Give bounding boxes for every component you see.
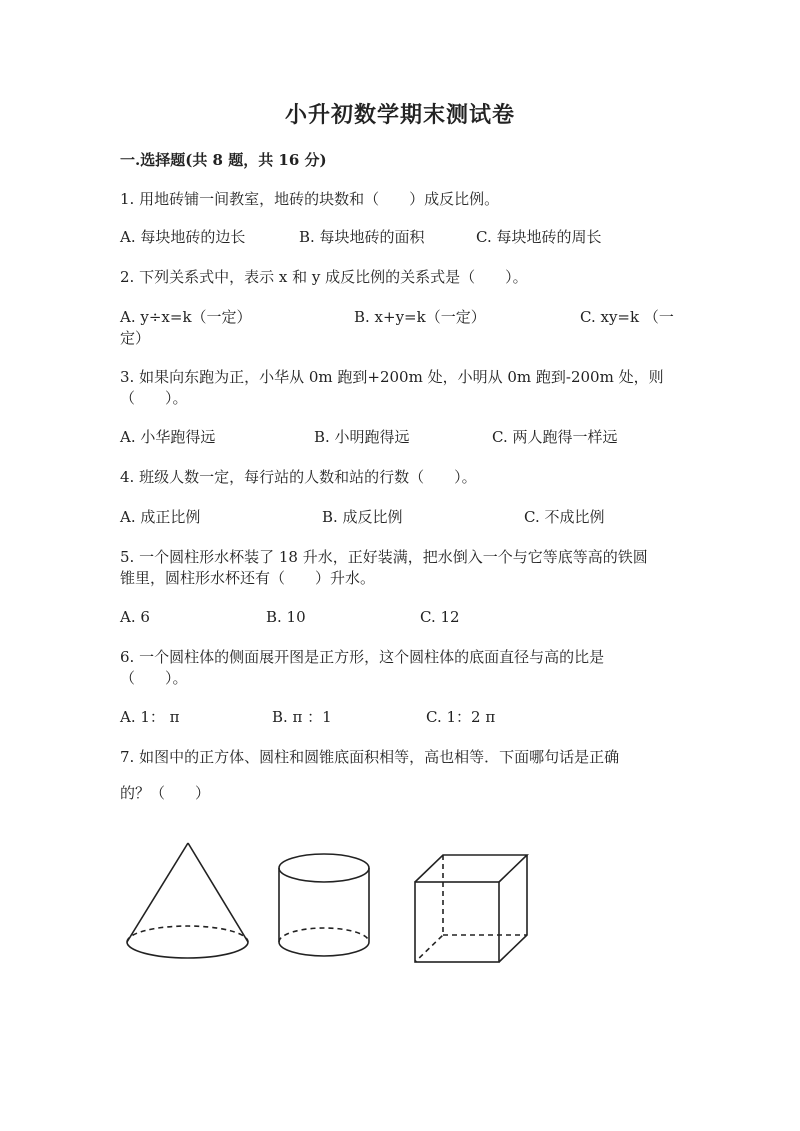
question-2-option-c-continued: 定） [120,329,151,347]
question-3-option-a: A. 小华跑得远 [120,428,216,446]
question-1-option-a: A. 每块地砖的边长 [120,228,246,246]
section-heading: 一.选择题(共 8 题，共 16 分) [120,151,327,169]
question-7-text-line-1: 7. 如图中的正方体、圆柱和圆锥底面积相等，高也相等．下面哪句话是正确 [120,748,620,766]
question-2-option-b: B. x+y=k（一定） [354,308,486,326]
question-3-text-line-2: （ ）。 [120,389,188,407]
question-1-option-b: B. 每块地砖的面积 [299,228,425,246]
question-4-option-b: B. 成反比例 [322,508,403,526]
question-3-option-c: C. 两人跑得一样远 [492,428,618,446]
question-1-option-c: C. 每块地砖的周长 [476,228,602,246]
question-6-option-c: C. 1：2 π [426,708,496,726]
question-5-option-a: A. 6 [120,608,150,626]
question-6-option-b: B. π ：1 [272,708,332,726]
question-3-text-line-1: 3. 如果向东跑为正，小华从 0m 跑到+200m 处，小明从 0m 跑到-200m 处，则 [120,368,664,386]
geometry-figure [120,835,540,975]
question-4-text: 4. 班级人数一定，每行站的人数和站的行数（ ）。 [120,468,477,486]
question-5-text-line-1: 5. 一个圆柱形水杯装了 18 升水，正好装满，把水倒入一个与它等底等高的铁圆 [120,548,648,566]
question-2-option-c: C. xy=k （一 [580,308,674,326]
question-4-option-a: A. 成正比例 [120,508,201,526]
cylinder-figure [279,854,369,956]
question-6-text-line-1: 6. 一个圆柱体的侧面展开图是正方形，这个圆柱体的底面直径与高的比是 [120,648,605,666]
question-4-option-c: C. 不成比例 [524,508,605,526]
page-title: 小升初数学期末测试卷 [284,102,515,128]
question-3-option-b: B. 小明跑得远 [314,428,410,446]
cone-figure [127,843,248,958]
question-5-option-c: C. 12 [420,608,460,626]
cube-figure [415,855,527,962]
question-5-text-line-2: 锥里，圆柱形水杯还有（ ）升水。 [120,569,376,587]
question-5-option-b: B. 10 [266,608,306,626]
question-1-text: 1. 用地砖铺一间教室，地砖的块数和（ ）成反比例。 [120,190,500,208]
question-2-text: 2. 下列关系式中，表示 x 和 y 成反比例的关系式是（ ）。 [120,268,528,286]
question-6-text-line-2: （ ）。 [120,669,188,687]
question-2-option-a: A. y÷x=k（一定） [120,308,252,326]
question-6-option-a: A. 1： π [120,708,180,726]
question-7-text-line-2: 的？（ ） [120,784,211,802]
